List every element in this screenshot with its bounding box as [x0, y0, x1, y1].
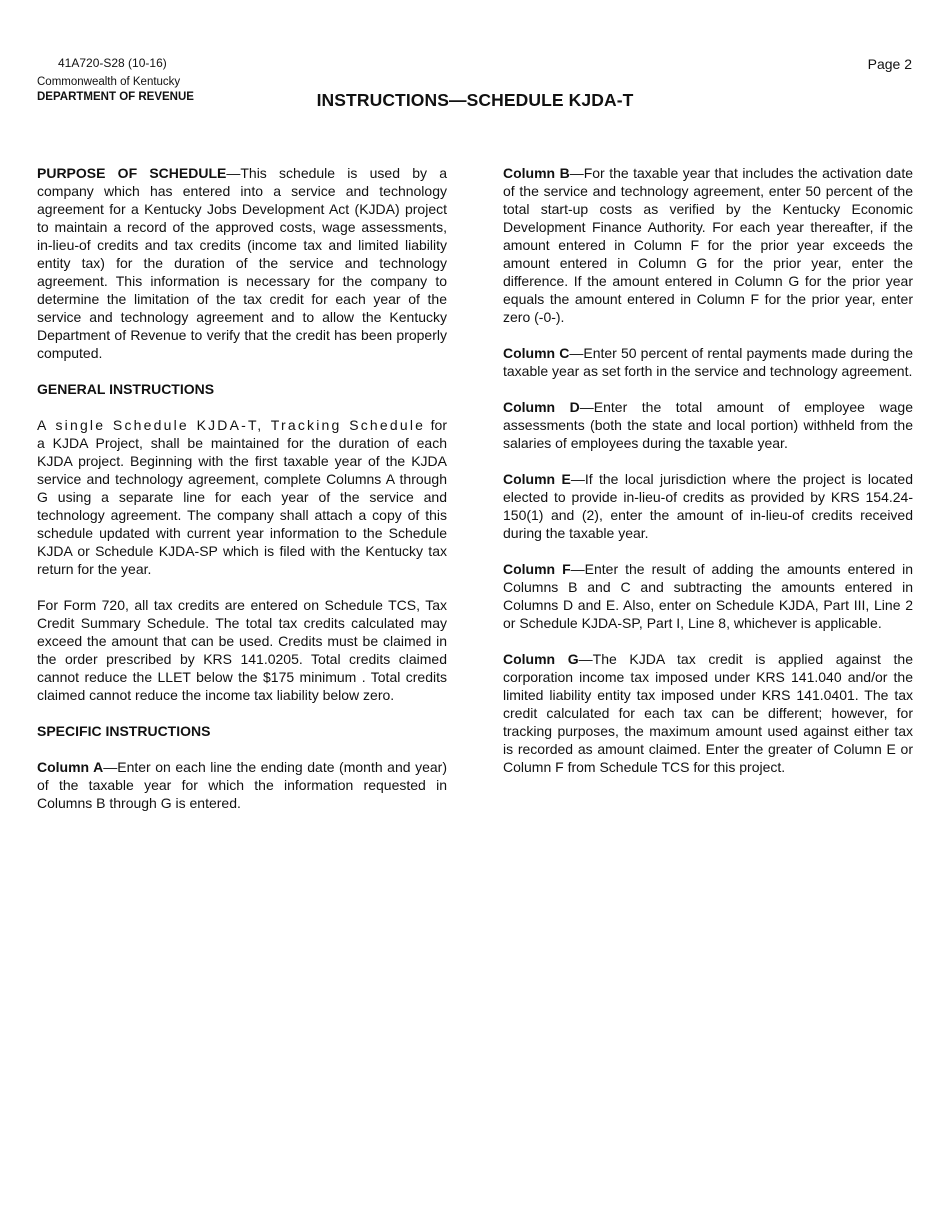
column-g-lead: Column G [503, 651, 579, 667]
column-f-lead: Column F [503, 561, 571, 577]
column-a-paragraph [37, 758, 447, 812]
page-title: INSTRUCTIONS—SCHEDULE KJDA-T [316, 90, 634, 110]
column-f-text: —Enter the result of adding the amounts entered in Columns B and C and subtracting the amounts entered in Columns D and E. Also, enter on Schedule KJDA, Part III, Line 2 or Schedule KJDA-SP, Part I, Line 8, whichever is applicable. [503, 561, 914, 631]
general-instructions-heading: GENERAL INSTRUCTIONS [37, 381, 215, 397]
column-g-paragraph [503, 650, 913, 776]
left-column [37, 164, 447, 830]
purpose-paragraph [37, 164, 447, 362]
state-name: Commonwealth of Kentucky [37, 76, 181, 88]
purpose-lead: PURPOSE OF SCHEDULE [37, 165, 227, 181]
general-paragraph-2: For Form 720, all tax credits are entered on Schedule TCS, Tax Credit Summary Schedule. The total tax credits calculated may exceed the amount that can be used. Credits must be claimed in the order prescribed by KRS 141.0205. Total credits claimed cannot reduce the LLET below the $175 minimum . Total credits claimed cannot reduce the income tax liability below zero. [37, 597, 447, 703]
column-e-lead: Column E [503, 471, 571, 487]
column-a-lead: Column A [37, 759, 104, 775]
page-number: Page 2 [867, 56, 912, 72]
column-d-paragraph [503, 398, 913, 452]
column-c-paragraph [503, 344, 913, 380]
column-b-lead: Column B [503, 165, 570, 181]
column-b-paragraph [503, 164, 913, 326]
column-b-text: —For the taxable year that includes the activation date of the service and technology agreement, enter 50 percent of the total start-up costs as verified by the Kentucky Economic Development Finance Authority. For each year thereafter, if the amount entered in Column F for the prior year exceeds the amount entered in Column G for the prior year, enter the difference. If the amount entered in Column G for the prior year equals the amount entered in Column F for the prior year, enter zero (-0-). [503, 165, 913, 325]
specific-instructions-heading: SPECIFIC INSTRUCTIONS [37, 723, 211, 739]
column-c-lead: Column C [503, 345, 570, 361]
column-d-lead: Column D [503, 399, 580, 415]
right-column [503, 164, 913, 794]
column-f-paragraph [503, 560, 913, 632]
general-p1-spaced: A single Schedule KJDA-T, Tracking Schedule [37, 417, 426, 433]
purpose-text: —This schedule is used by a company which has entered into a service and technology agreement for a Kentucky Jobs Development Act (KJDA) project to maintain a record of the approved costs, wage assessments, in-lieu-of credits and tax credits (income tax and limited liability entity tax) for the duration of the service and technology agreement. This information is necessary for the company to determine the limitation of the tax credit for each year of the service and technology agreement and to allow the Kentucky Department of Revenue to verify that the credit has been properly computed. [37, 165, 447, 361]
department-name: DEPARTMENT OF REVENUE [37, 91, 194, 103]
general-paragraph-1 [37, 416, 447, 578]
form-number: 41A720-S28 (10-16) [58, 56, 167, 70]
column-a-text: —Enter on each line the ending date (month and year) of the taxable year for which the information requested in Columns B through G is entered. [37, 759, 447, 811]
general-p1-rest: for a KJDA Project, shall be maintained for the duration of each KJDA project. Beginning with the first taxable year of the KJDA service and technology agreement, complete Columns A through G using a separate line for each year of the service and technology agreement. The company shall attach a copy of this schedule updated with current year information to the Schedule KJDA or Schedule KJDA-SP which is filed with the Kentucky tax return for the year. [37, 417, 447, 577]
column-e-paragraph [503, 470, 913, 542]
column-d-text: —Enter the total amount of employee wage assessments (both the state and local portion) withheld from the salaries of employees during the taxable year. [503, 399, 913, 451]
column-g-text: —The KJDA tax credit is applied against the corporation income tax imposed under KRS 141.040 and/or the limited liability entity tax imposed under KRS 141.0401. The tax credit calculated for each tax can be different; however, for tracking purposes, the maximum amount used against either tax is recorded as amount claimed. Enter the greater of Column E or Column F from Schedule TCS for this project. [503, 651, 913, 775]
column-e-text: —If the local jurisdiction where the project is located elected to provide in-lieu-of credits as provided by KRS 154.24-150(1) and (2), enter the amount of in-lieu-of credits received during the taxable year. [503, 471, 913, 541]
column-c-text: —Enter 50 percent of rental payments made during the taxable year as set forth in the service and technology agreement. [503, 345, 913, 379]
